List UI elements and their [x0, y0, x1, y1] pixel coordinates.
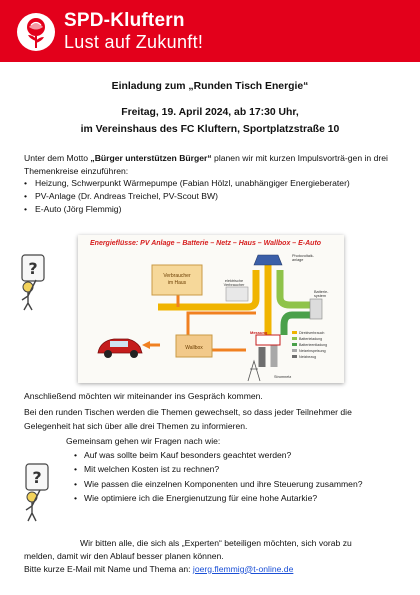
list-item: • Auf was sollte beim Kauf besonders geachtet werden? — [74, 449, 414, 463]
topic-list — [24, 177, 402, 216]
svg-text:?: ? — [32, 468, 42, 487]
list-item: • Heizung, Schwerpunkt Wärmepumpe (Fabian Hölzl, unabhängiger Energieberater) — [24, 177, 402, 190]
list-item: • Mit welchen Kosten ist zu rechnen? — [74, 463, 414, 477]
closing-line-3-prefix: Bitte kurze E-Mail mit Name und Thema an: — [24, 563, 193, 574]
closing-line-2: melden, damit wir den Ablauf besser planen können. — [24, 550, 224, 561]
thinking-figure-icon — [16, 462, 54, 522]
header-banner — [0, 0, 420, 62]
consumer-label-1: Verbraucher — [163, 273, 191, 279]
list-item: • Wie optimiere ich die Energienutzung für eine hohe Autarkie? — [74, 492, 414, 506]
closing-line-1: Wir bitten alle, die sich als „Experten“ beteiligen möchten, sich vorab zu — [80, 538, 352, 548]
thinking-figure-icon — [14, 253, 50, 311]
legend-item: Netzeinspeisung — [299, 349, 326, 353]
intro-motto: „Bürger unterstützen Bürger“ — [90, 153, 212, 163]
list-item: • PV-Anlage (Dr. Andreas Treichel, PV-Scout BW) — [24, 190, 402, 203]
brand-slogan: Lust auf Zukunft! — [64, 32, 204, 52]
discussion-rotation: Bei den runden Tischen werden die Themen gewechselt, so dass jeder Teilnehmer die — [24, 407, 352, 417]
question-list — [74, 449, 414, 507]
wallbox-label: Wallbox — [185, 345, 203, 351]
battery-label-2: system — [314, 294, 327, 298]
brand-name: SPD-Kluftern — [64, 10, 185, 31]
questions-intro: Gemeinsam gehen wir Fragen nach wie: — [66, 436, 221, 446]
closing-text — [24, 537, 402, 575]
invitation-heading: Einladung zum „Runden Tisch Energie“ — [111, 81, 309, 92]
diagram-title: Energieflüsse: PV Anlage – Batterie – Netz – Haus – Wallbox – E-Auto — [90, 240, 322, 247]
consumer-label-2: im Haus — [167, 280, 187, 286]
intro-text — [24, 152, 402, 177]
grid-label: Stromnetz — [274, 375, 292, 379]
legend-item: Netzbezug — [299, 355, 317, 359]
event-date: Freitag, 19. April 2024, ab 17:30 Uhr, — [121, 107, 299, 118]
event-location: im Vereinshaus des FC Kluftern, Sportplatzstraße 10 — [80, 124, 340, 135]
pv-label-1: Photovoltaik- — [292, 254, 314, 258]
pv-label-2: anlage — [292, 258, 304, 262]
battery-label-1: Batterie- — [314, 290, 329, 294]
discussion-rotation-cont: Gelegenheit hat sich über alle drei Themen zu informieren. — [24, 421, 248, 431]
meter-label: Messung — [250, 330, 268, 335]
rose-logo-icon — [16, 12, 56, 52]
electric-label-1: elektrische — [224, 279, 244, 283]
legend-item: Direktverbrauch — [299, 331, 325, 335]
list-item: • Wie passen die einzelnen Komponenten und ihre Steuerung zusammen? — [74, 478, 414, 492]
intro-suffix: planen wir mit kurzen Impulsvorträ-gen in drei Themenkreise einzuführen: — [24, 153, 388, 176]
intro-prefix: Unter dem Motto — [24, 153, 91, 163]
energy-flow-graphic — [78, 235, 344, 383]
svg-text:?: ? — [28, 259, 38, 278]
electric-label-2: Verbraucher — [223, 283, 245, 287]
legend-item: Batterieladung — [299, 337, 323, 341]
discussion-intro: Anschließend möchten wir miteinander ins Gespräch kommen. — [24, 391, 263, 401]
email-link[interactable]: joerg.flemmig@t-online.de — [192, 563, 294, 574]
list-item: • E-Auto (Jörg Flemmig) — [24, 203, 402, 216]
legend-item: Batterieentladung — [299, 343, 328, 347]
closing-line-3 — [24, 563, 402, 576]
